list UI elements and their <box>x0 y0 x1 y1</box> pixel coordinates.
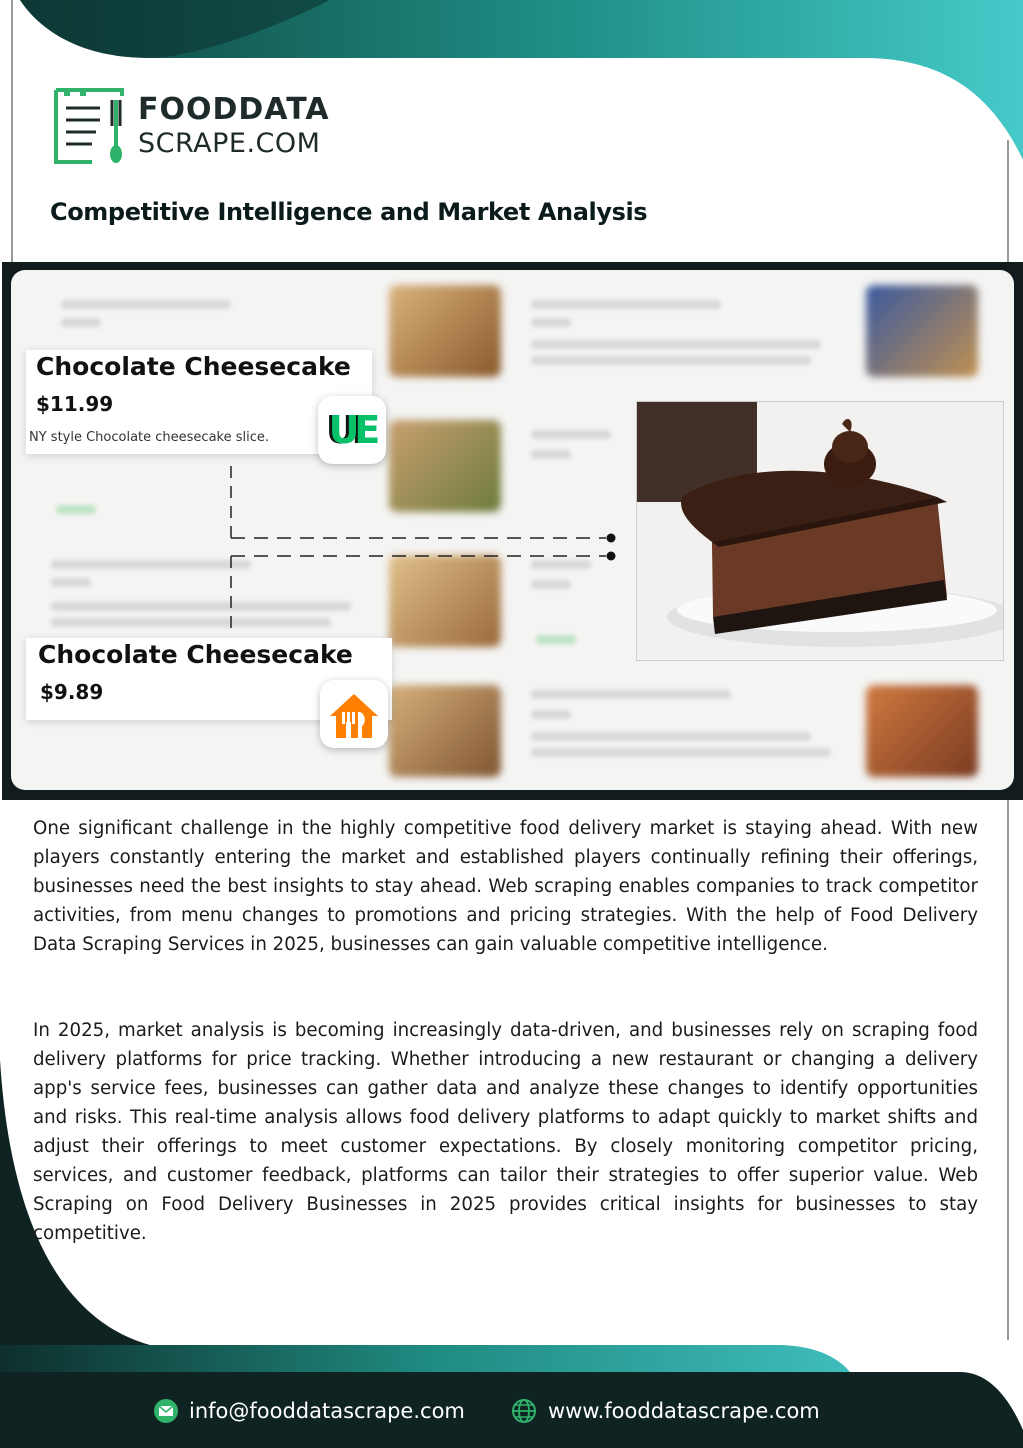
logo-name-line1: FOODDATA <box>138 92 330 127</box>
cheesecake-photo <box>636 401 1004 661</box>
card-title: Chocolate Cheesecake <box>36 352 351 381</box>
card-price: $11.99 <box>36 392 114 416</box>
page-title: Competitive Intelligence and Market Analysis <box>50 198 648 226</box>
hero-image <box>2 262 1023 800</box>
footer-band-teal <box>0 1345 850 1372</box>
mail-icon <box>153 1398 179 1424</box>
uber-eats-icon <box>318 396 386 464</box>
uber-eats-badge-text: UE <box>328 408 376 452</box>
card-description: NY style Chocolate cheesecake slice. <box>29 430 270 445</box>
card-price: $9.89 <box>40 680 104 704</box>
footer-email-text[interactable]: info@fooddatascrape.com <box>189 1399 465 1423</box>
footer-website-text[interactable]: www.fooddatascrape.com <box>548 1399 820 1423</box>
logo-icon <box>52 86 128 166</box>
paragraph-intro: One significant challenge in the highly competitive food delivery market is staying ahead. With new players constantly entering the market and established players continually refining their offerings, businesses need the best insights to stay ahead. Web scraping enables companies to track competitor activities, from menu changes to promotions and pricing strategies. With the help of Food Delivery Data Scraping Services in 2025, businesses can gain valuable competitive intelligence. <box>33 818 978 955</box>
globe-icon <box>510 1398 538 1424</box>
logo-name-line2: SCRAPE.COM <box>138 128 321 159</box>
card-title: Chocolate Cheesecake <box>38 640 353 669</box>
footer-email[interactable] <box>153 1396 465 1426</box>
footer-website[interactable] <box>510 1396 820 1426</box>
takeaway-house-fork-icon <box>320 680 388 748</box>
paragraph-market-analysis: In 2025, market analysis is becoming increasingly data-driven, and businesses rely on scraping food delivery platforms for price tracking. Whether introducing a new restaurant or changing a delivery app's service fees, businesses can gather data and analyze these changes to identify opportunities and risks. This real-time analysis allows food delivery platforms to adapt quickly to market shifts and adjust their offerings to meet customer expectations. By closely monitoring competitor pricing, services, and customer feedback, platforms can tailor their strategies to offer superior value. Web Scraping on Food Delivery Businesses in 2025 provides critical insights for businesses to stay competitive. <box>33 1020 978 1244</box>
